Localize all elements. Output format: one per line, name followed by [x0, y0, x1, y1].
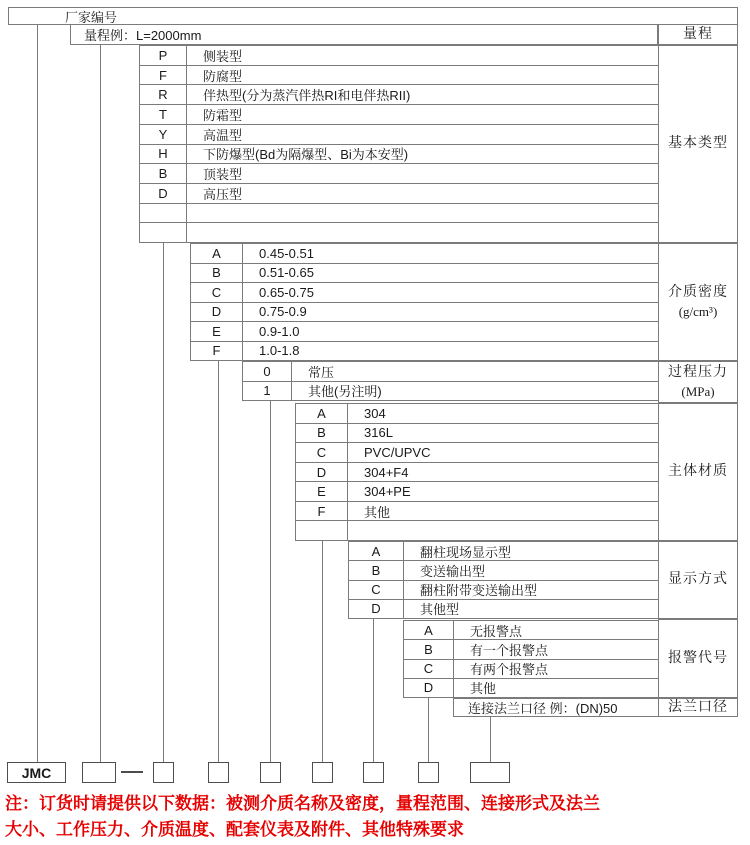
- table-row: [140, 124, 658, 144]
- code-cell: E: [296, 482, 348, 501]
- label-cell-flange-size: [658, 698, 738, 717]
- category-label-text: 介质密度: [668, 285, 728, 301]
- code-cell: A: [296, 404, 348, 423]
- connector-line: [270, 401, 271, 762]
- connector-line: [428, 698, 429, 762]
- section-basic-type: [139, 45, 659, 243]
- description-cell: 顶装型: [203, 167, 243, 183]
- table-row: [296, 501, 658, 521]
- code-cell: B: [349, 561, 404, 579]
- code-cell: T: [140, 105, 187, 124]
- description-cell: 连接法兰口径 例：(DN)50: [468, 701, 618, 716]
- table-row: [140, 84, 658, 104]
- description-cell: [187, 204, 658, 223]
- description-cell: 有一个报警点: [470, 642, 549, 658]
- range-label-text: 量程: [683, 26, 713, 42]
- section-display-mode: [348, 541, 659, 619]
- table-row: [140, 183, 658, 203]
- code-cell: A: [191, 244, 243, 263]
- code-cell: 0: [243, 362, 292, 381]
- code-cell: D: [140, 184, 187, 203]
- table-row: [404, 659, 658, 678]
- code-cell: B: [191, 264, 243, 283]
- category-label-unit: (g/cm³): [678, 303, 718, 319]
- table-row: [349, 599, 658, 618]
- connector-line: [373, 619, 374, 762]
- range-example-row: [70, 24, 658, 45]
- connector-line: [218, 361, 219, 762]
- description-cell: [187, 223, 658, 242]
- code-cell: D: [349, 600, 404, 618]
- description-cell: 有两个报警点: [470, 662, 549, 678]
- table-row: [404, 639, 658, 658]
- table-row: [191, 244, 658, 263]
- description-cell: 下防爆型(Bd为隔爆型、Bi为本安型): [203, 147, 409, 163]
- code-cell: [296, 521, 348, 540]
- code-cell: B: [140, 164, 187, 183]
- category-label-text: 过程压力: [668, 365, 728, 381]
- table-row: [296, 442, 658, 462]
- model-code-box-7: [418, 762, 439, 783]
- connector-line: [100, 45, 101, 762]
- description-cell: PVC/UPVC: [364, 444, 431, 460]
- code-cell: P: [140, 46, 187, 65]
- category-label-text: 主体材质: [668, 464, 728, 480]
- table-row: [349, 560, 658, 579]
- table-row: [296, 481, 658, 501]
- manufacturer-number-row: [8, 7, 738, 25]
- table-row: [191, 302, 658, 322]
- description-cell: 防霜型: [203, 107, 243, 123]
- table-row: [140, 222, 658, 242]
- table-row: [140, 203, 658, 223]
- description-cell: 高压型: [203, 186, 243, 202]
- table-row: [349, 580, 658, 599]
- section-alarm-code: [403, 620, 659, 698]
- description-cell: 其他: [364, 504, 391, 520]
- model-code-box-8: [470, 762, 510, 783]
- section-body-material: [295, 403, 659, 541]
- code-cell: C: [191, 283, 243, 302]
- description-cell: 0.65-0.75: [259, 284, 314, 300]
- label-cell-body-material: [658, 403, 738, 541]
- description-cell: 304+F4: [364, 464, 409, 480]
- table-row: [404, 678, 658, 697]
- description-cell: 304+PE: [364, 484, 411, 500]
- connector-line: [490, 717, 491, 762]
- table-row: [243, 362, 658, 381]
- label-cell-basic-type: [658, 45, 738, 243]
- description-cell: 翻柱附带变送输出型: [420, 583, 538, 599]
- table-row: [191, 321, 658, 341]
- category-label-unit: (MPa): [681, 383, 715, 399]
- category-label-text: 法兰口径: [668, 699, 728, 715]
- category-label-text: 显示方式: [668, 572, 728, 588]
- code-cell: D: [191, 303, 243, 322]
- code-cell: C: [404, 660, 454, 678]
- connector-line: [163, 243, 164, 762]
- code-cell: H: [140, 145, 187, 164]
- table-row: [191, 341, 658, 361]
- model-code-box-3: [208, 762, 229, 783]
- table-row: [296, 404, 658, 423]
- manufacturer-number-label: 厂家编号: [65, 9, 118, 25]
- code-cell: D: [296, 463, 348, 482]
- model-code-box-2: [153, 762, 174, 783]
- description-cell: 翻柱现场显示型: [420, 544, 512, 560]
- model-code-box-4: [260, 762, 281, 783]
- model-prefix-box: [7, 762, 66, 783]
- code-cell: 1: [243, 382, 292, 401]
- table-row: [191, 263, 658, 283]
- table-row: [454, 699, 658, 716]
- range-example-text: 量程例：L=2000mm: [84, 28, 202, 43]
- code-cell: B: [296, 424, 348, 443]
- category-label-text: 基本类型: [668, 136, 728, 152]
- section-medium-density: [190, 243, 659, 361]
- description-cell: 其他: [470, 681, 497, 697]
- code-cell: Y: [140, 125, 187, 144]
- label-cell-alarm-code: [658, 619, 738, 698]
- section-process-pressure: [242, 361, 659, 401]
- label-cell-range: [658, 24, 738, 45]
- code-cell: C: [296, 443, 348, 462]
- model-separator: [121, 771, 143, 773]
- code-cell: F: [140, 66, 187, 85]
- description-cell: 0.9-1.0: [259, 323, 300, 339]
- description-cell: 316L: [364, 425, 393, 441]
- table-row: [296, 462, 658, 482]
- label-cell-medium-density: [658, 243, 738, 361]
- code-cell: D: [404, 679, 454, 697]
- table-row: [140, 65, 658, 85]
- code-cell: [140, 204, 187, 223]
- description-cell: 高温型: [203, 127, 243, 143]
- code-cell: B: [404, 640, 454, 658]
- description-cell: 伴热型(分为蒸汽伴热RI和电伴热RII): [203, 88, 411, 104]
- model-prefix-text: JMC: [21, 764, 52, 781]
- table-row: [243, 381, 658, 401]
- code-cell: A: [404, 621, 454, 639]
- description-cell: 其他型: [420, 602, 460, 618]
- description-cell: 0.45-0.51: [259, 245, 314, 261]
- table-row: [191, 282, 658, 302]
- code-cell: [140, 223, 187, 242]
- description-cell: 无报警点: [470, 623, 523, 639]
- code-cell: F: [191, 342, 243, 361]
- description-cell: 侧装型: [203, 48, 243, 64]
- description-cell: 其他(另注明): [308, 384, 382, 400]
- table-row: [140, 46, 658, 65]
- connector-line: [37, 24, 38, 762]
- code-cell: A: [349, 542, 404, 560]
- model-code-box-6: [363, 762, 384, 783]
- description-cell: 0.51-0.65: [259, 265, 314, 281]
- description-cell: 1.0-1.8: [259, 343, 300, 359]
- description-cell: 304: [364, 405, 386, 421]
- ordering-note-line2: 大小、工作压力、介质温度、配套仪表及附件、其他特殊要求: [5, 820, 464, 839]
- table-row: [140, 163, 658, 183]
- code-cell: E: [191, 322, 243, 341]
- table-row: [349, 542, 658, 560]
- table-row: [296, 423, 658, 443]
- table-row: [140, 144, 658, 164]
- category-label-text: 报警代号: [668, 650, 728, 666]
- code-cell: F: [296, 502, 348, 521]
- code-cell: R: [140, 85, 187, 104]
- connector-line: [322, 541, 323, 762]
- code-cell: C: [349, 581, 404, 599]
- description-cell: 常压: [308, 364, 335, 380]
- model-code-box-5: [312, 762, 333, 783]
- table-row: [296, 520, 658, 540]
- label-cell-process-pressure: [658, 361, 738, 403]
- ordering-note: [5, 791, 747, 843]
- model-code-box-1: [82, 762, 116, 783]
- description-cell: [348, 521, 658, 540]
- table-row: [140, 104, 658, 124]
- label-cell-display-mode: [658, 541, 738, 619]
- section-flange-size: [453, 698, 659, 717]
- description-cell: 变送输出型: [420, 563, 486, 579]
- table-row: [404, 621, 658, 639]
- description-cell: 防腐型: [203, 68, 243, 84]
- description-cell: 0.75-0.9: [259, 304, 307, 320]
- ordering-note-line1: 注：订货时请提供以下数据：被测介质名称及密度，量程范围、连接形式及法兰: [5, 794, 600, 813]
